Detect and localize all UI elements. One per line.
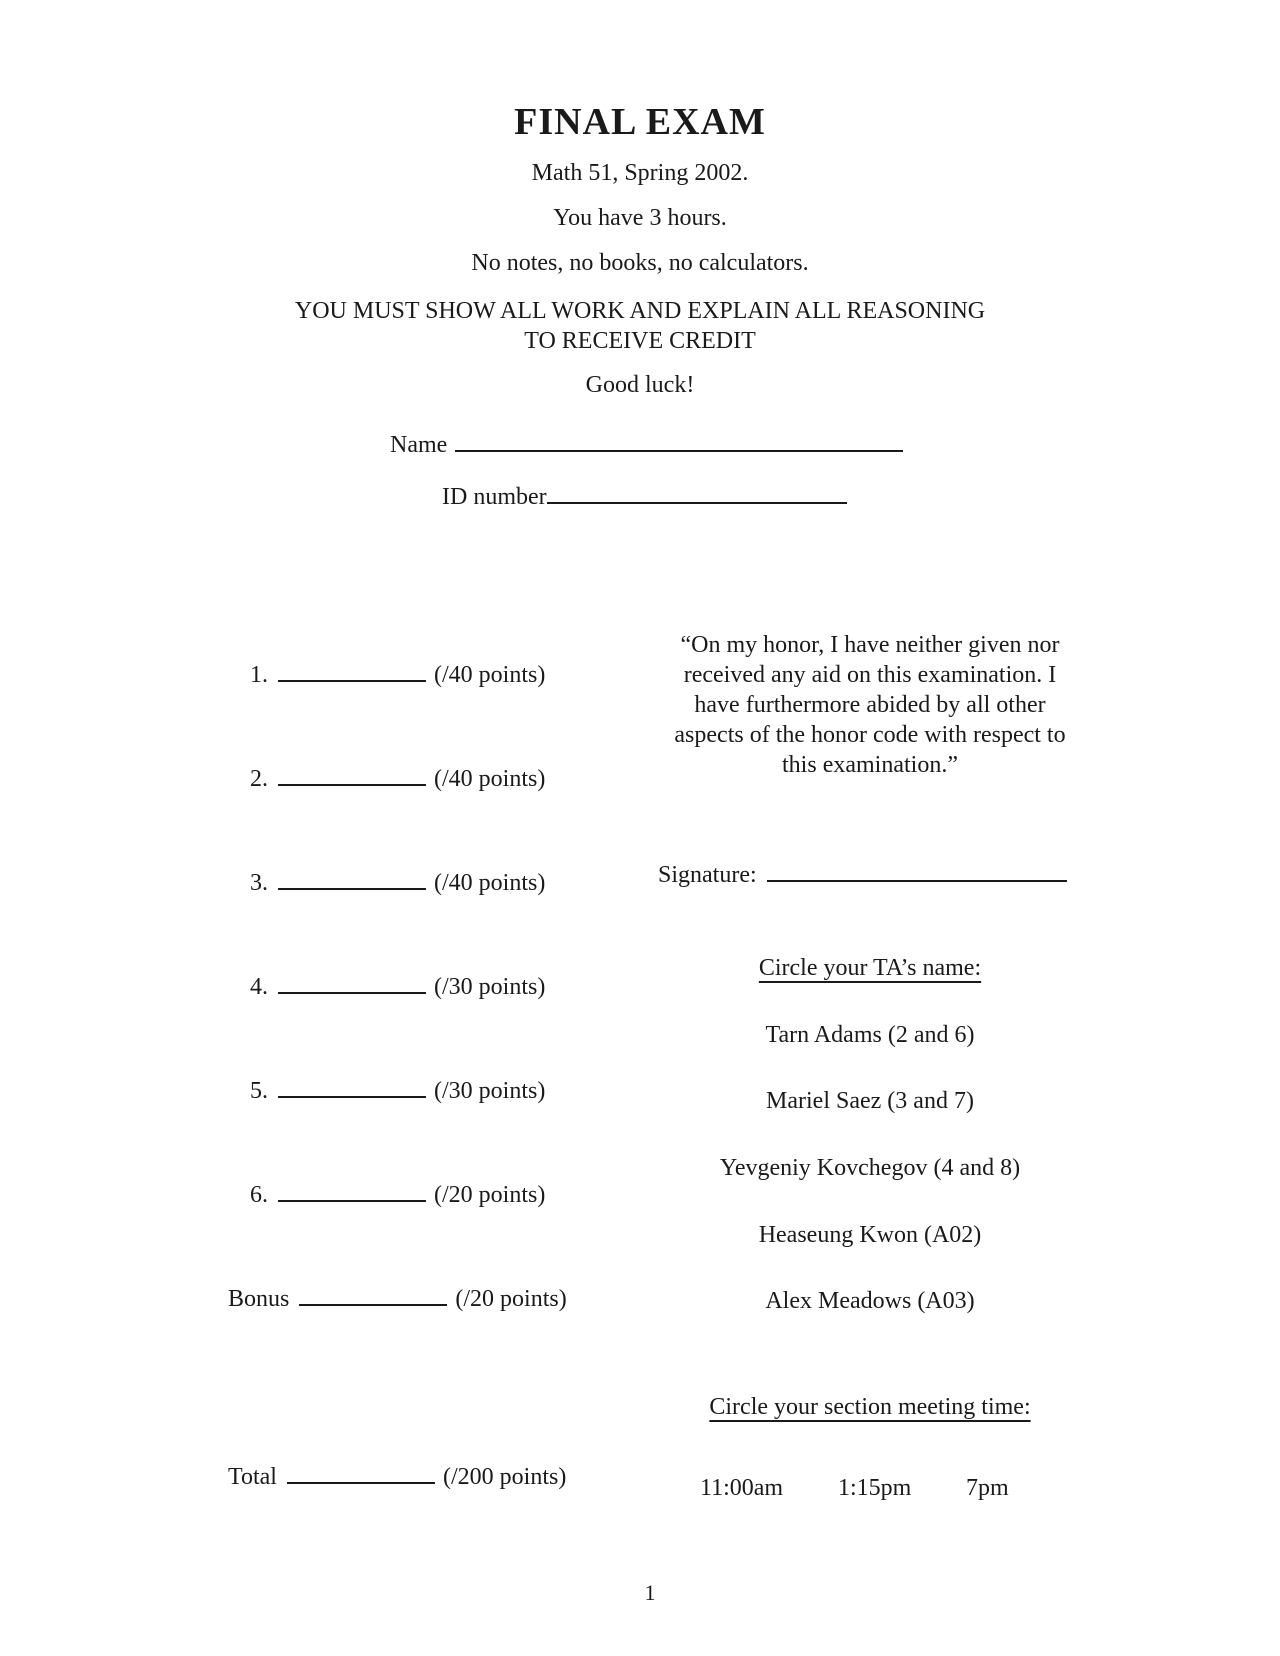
score-row bbox=[250, 866, 545, 897]
name-label: Name bbox=[390, 432, 448, 458]
honor-line: “On my honor, I have neither given nor bbox=[680, 632, 1060, 658]
problem-label: 4. bbox=[250, 974, 268, 1000]
name-field bbox=[390, 428, 903, 459]
score-blank[interactable] bbox=[278, 1074, 426, 1098]
id-blank[interactable] bbox=[547, 480, 847, 504]
good-luck-line: Good luck! bbox=[585, 372, 695, 398]
total-label: Total bbox=[228, 1464, 277, 1490]
score-row bbox=[250, 1074, 545, 1105]
section-time-option[interactable]: 7pm bbox=[966, 1475, 1009, 1501]
points-label: (/20 points) bbox=[434, 1182, 546, 1208]
show-work-notice bbox=[0, 296, 1280, 356]
points-label: (/30 points) bbox=[434, 1078, 546, 1104]
signature-field bbox=[658, 858, 1067, 889]
total-row bbox=[228, 1460, 566, 1491]
section-time-option[interactable]: 11:00am bbox=[700, 1475, 784, 1501]
ta-option[interactable]: Tarn Adams (2 and 6) bbox=[765, 1022, 975, 1048]
score-row bbox=[250, 658, 545, 689]
total-points-label: (/200 points) bbox=[442, 1464, 567, 1490]
page-number: 1 bbox=[644, 1580, 656, 1605]
points-label: (/40 points) bbox=[434, 662, 546, 688]
points-label: (/40 points) bbox=[434, 766, 546, 792]
ta-option[interactable]: Heaseung Kwon (A02) bbox=[758, 1222, 982, 1248]
name-blank[interactable] bbox=[455, 428, 903, 452]
rules-line: No notes, no books, no calculators. bbox=[471, 250, 809, 276]
score-blank[interactable] bbox=[278, 658, 426, 682]
problem-label: 2. bbox=[250, 766, 268, 792]
signature-label: Signature: bbox=[658, 862, 757, 888]
ta-heading: Circle your TA’s name: bbox=[758, 955, 982, 981]
show-work-line-1: YOU MUST SHOW ALL WORK AND EXPLAIN ALL REASONING bbox=[294, 298, 986, 324]
section-heading: Circle your section meeting time: bbox=[709, 1394, 1031, 1420]
honor-line: this examination.” bbox=[782, 752, 958, 778]
honor-pledge bbox=[640, 630, 1100, 780]
honor-line: aspects of the honor code with respect to bbox=[674, 722, 1066, 748]
points-label: (/30 points) bbox=[434, 974, 546, 1000]
bonus-blank[interactable] bbox=[299, 1282, 447, 1306]
problem-label: 1. bbox=[250, 662, 268, 688]
signature-blank[interactable] bbox=[767, 858, 1067, 882]
honor-line: received any aid on this examination. I bbox=[683, 662, 1057, 688]
score-row bbox=[250, 762, 545, 793]
id-label: ID number bbox=[442, 484, 547, 510]
score-row bbox=[250, 970, 545, 1001]
problem-label: 3. bbox=[250, 870, 268, 896]
score-blank[interactable] bbox=[278, 866, 426, 890]
problem-label: 5. bbox=[250, 1078, 268, 1104]
ta-option[interactable]: Mariel Saez (3 and 7) bbox=[766, 1088, 974, 1114]
bonus-points-label: (/20 points) bbox=[455, 1286, 567, 1312]
score-row bbox=[250, 1178, 545, 1209]
honor-line: have furthermore abided by all other bbox=[694, 692, 1046, 718]
bonus-label: Bonus bbox=[228, 1286, 290, 1312]
exam-title: FINAL EXAM bbox=[514, 101, 766, 143]
bonus-row bbox=[228, 1282, 567, 1313]
score-blank[interactable] bbox=[278, 1178, 426, 1202]
score-blank[interactable] bbox=[278, 762, 426, 786]
show-work-line-2: TO RECEIVE CREDIT bbox=[524, 328, 756, 354]
problem-label: 6. bbox=[250, 1182, 268, 1208]
course-line: Math 51, Spring 2002. bbox=[531, 160, 749, 186]
score-blank[interactable] bbox=[278, 970, 426, 994]
id-field bbox=[442, 480, 847, 511]
ta-option[interactable]: Yevgeniy Kovchegov (4 and 8) bbox=[719, 1155, 1021, 1181]
time-limit-line: You have 3 hours. bbox=[553, 205, 727, 231]
ta-option[interactable]: Alex Meadows (A03) bbox=[765, 1288, 975, 1314]
total-blank[interactable] bbox=[287, 1460, 435, 1484]
points-label: (/40 points) bbox=[434, 870, 546, 896]
section-time-option[interactable]: 1:15pm bbox=[838, 1475, 912, 1501]
